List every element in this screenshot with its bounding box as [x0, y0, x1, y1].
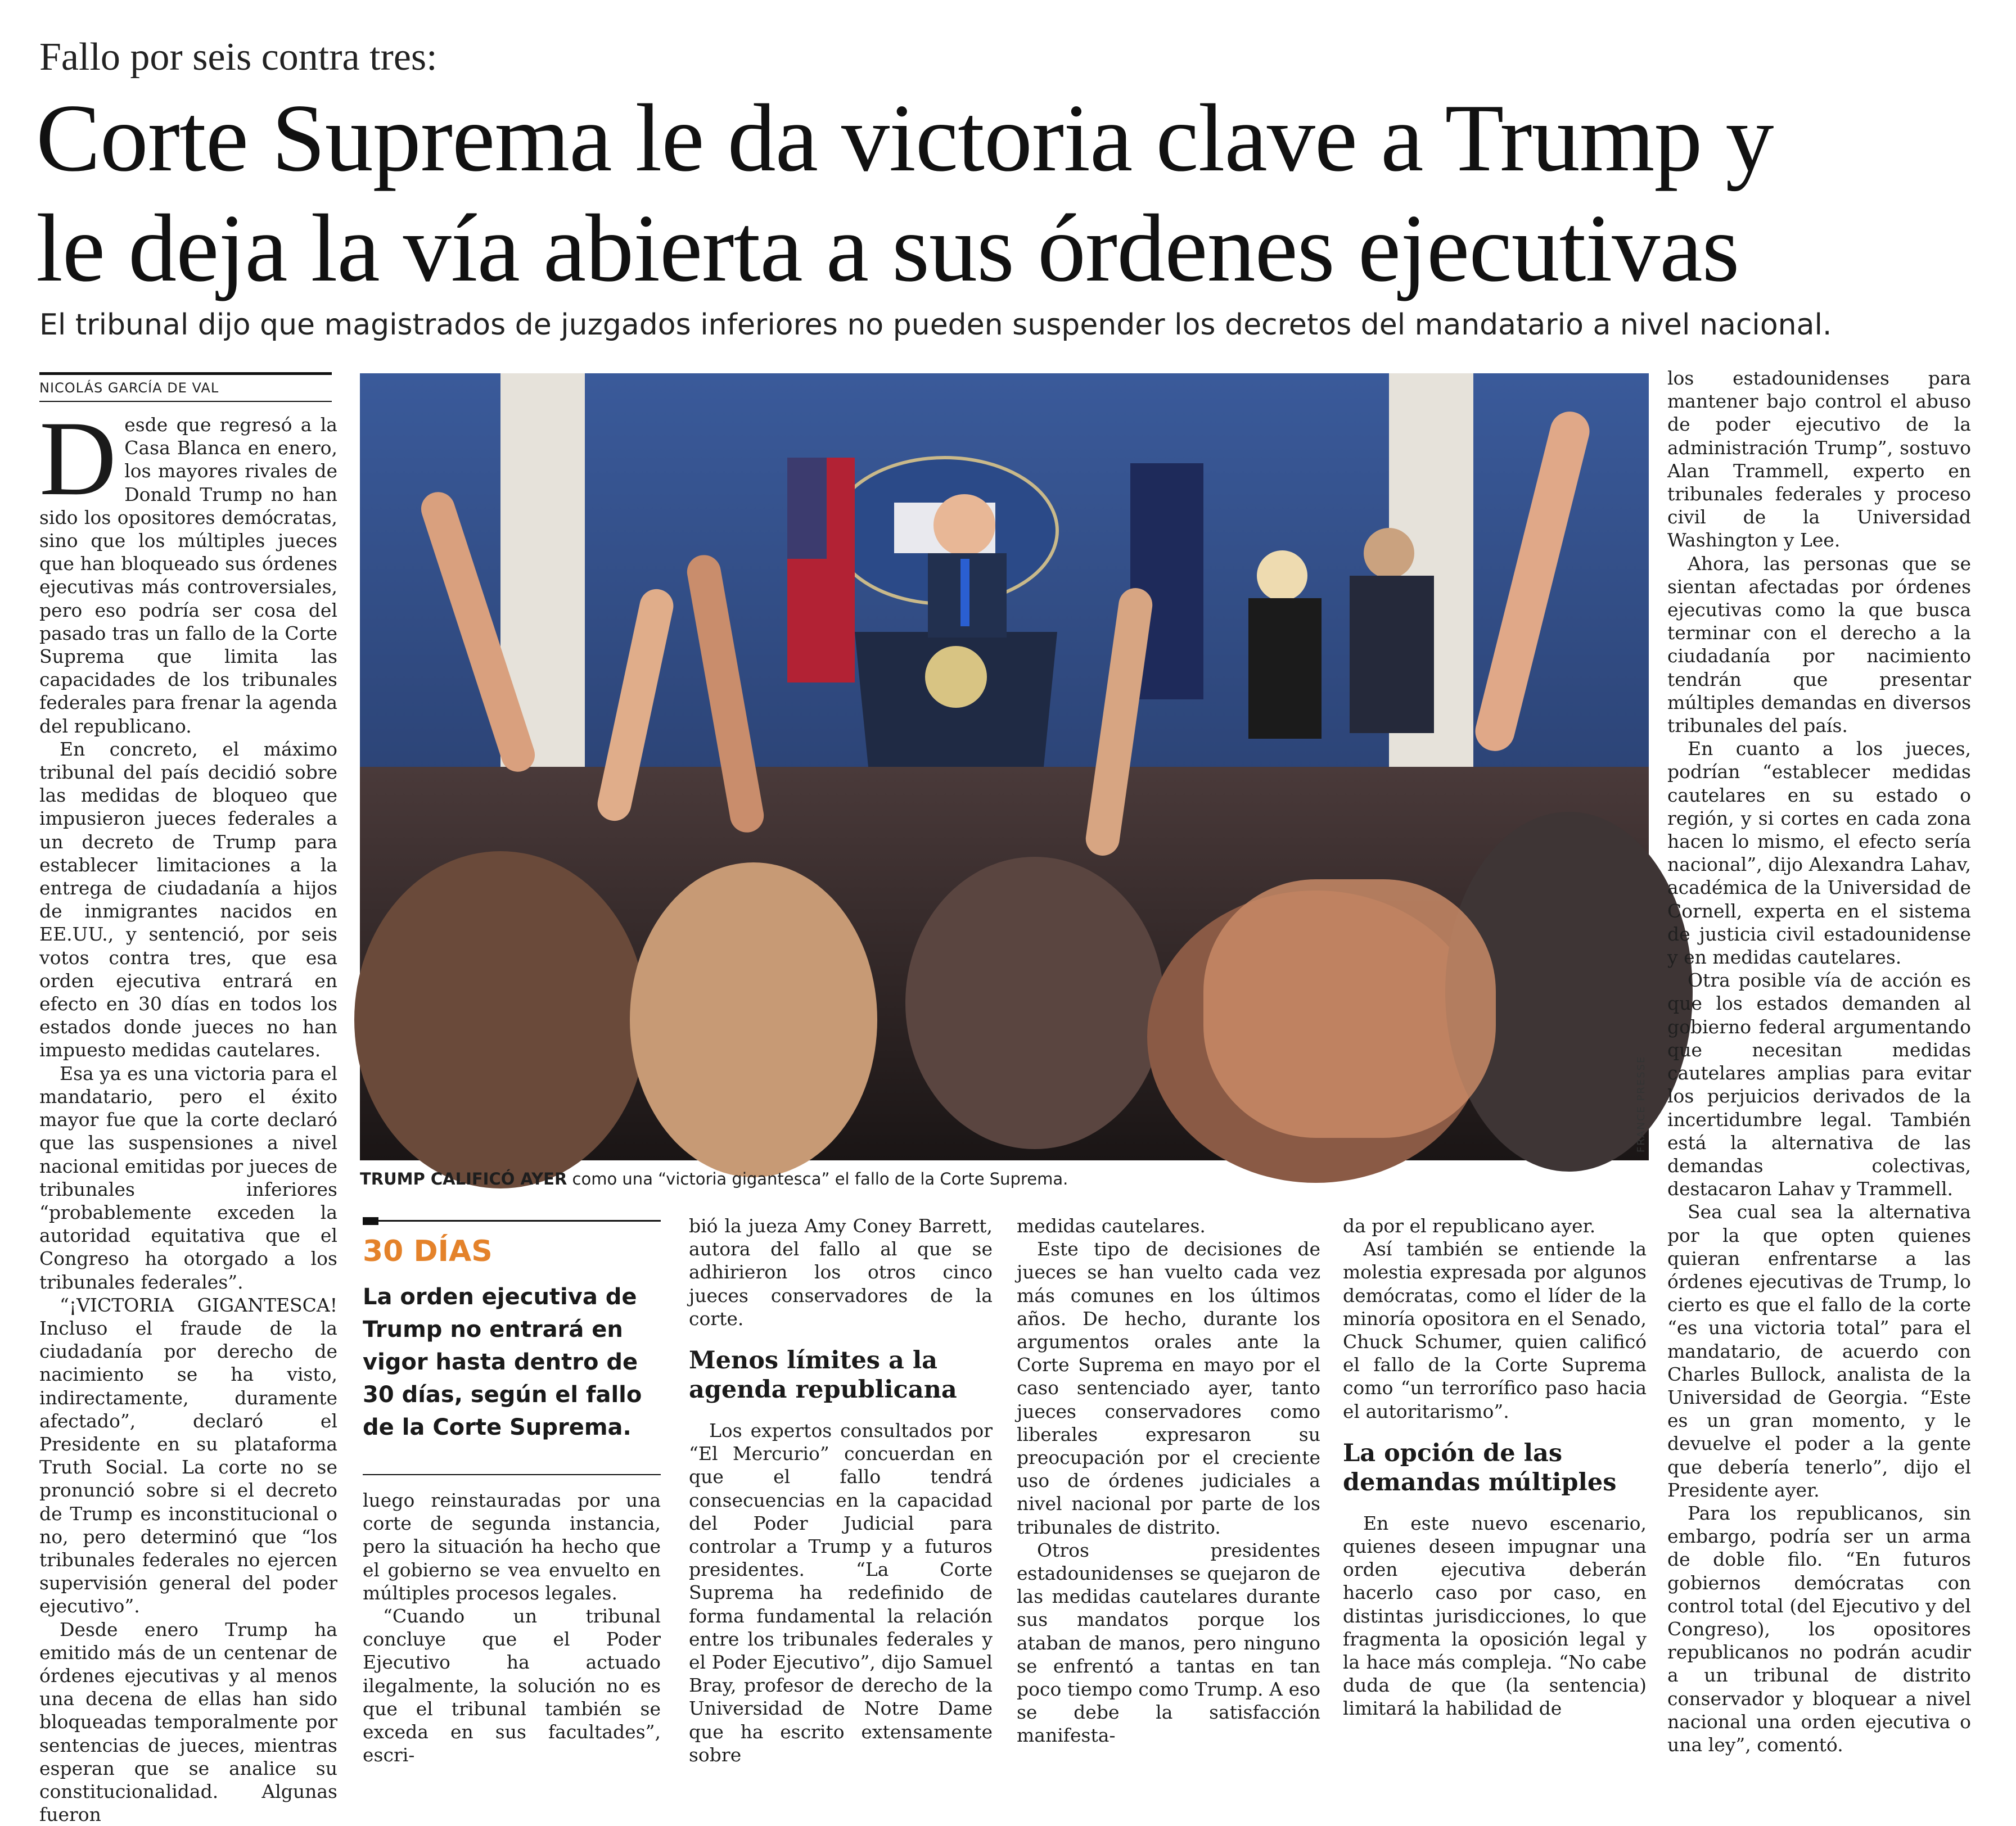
- paragraph: bió la jueza Amy Coney Barrett, autora del fallo al que se adhirieron los otros cinco jueces conservadores de la corte.: [689, 1215, 993, 1330]
- column-3: [689, 1214, 993, 1766]
- headline-line-2: le deja la vía abierta a sus órdenes ejecutivas: [36, 195, 1739, 302]
- paragraph: luego reinstauradas por una corte de segunda instancia, pero la situación ha hecho que el gobierno se vea envuelto en múltiples procesos legales.: [363, 1489, 661, 1604]
- paragraph: Otros presidentes estadounidenses se quejaron de las medidas cautelares durante sus mandatos porque los ataban de manos, pero ninguno se enfrentó a tantas en tan poco tiempo como Trump. A eso se debe la satisfacción manifesta-: [1017, 1539, 1320, 1747]
- paragraph: Desde que regresó a la Casa Blanca en enero, los mayores rivales de Donald Trump no han sido los opositores demócratas, sino que los múltiples jueces que han bloqueado sus órdenes ejecutivas más controversiales, pero eso podría ser cosa del pasado tras un fallo de la Corte Suprema que limita las capacidades de los tribunales federales para frenar la agenda del republicano.: [39, 400, 337, 737]
- kicker: Fallo por seis contra tres:: [39, 35, 438, 79]
- press-conference-photo: [360, 373, 1649, 1160]
- paragraph: Para los republicanos, sin embargo, podría ser un arma de doble filo. “En futuros gobiernos demócratas con control total (del Ejecutivo y del Congreso), los opositores republicanos no podrán acudir a un tribunal de distrito conservador y bloquear a nivel nacional una orden ejecutiva o una ley”, comentó.: [1667, 1502, 1971, 1756]
- sidebar-title: 30 DÍAS: [363, 1235, 493, 1268]
- paragraph: Desde enero Trump ha emitido más de un centenar de órdenes ejecutivas y al menos una decena de ellas han sido bloqueadas temporalmente por sentencias de jueces, mientras esperan que se analice su constitucionalidad. Algunas fueron: [39, 1618, 337, 1826]
- sidebar-marker: [363, 1217, 378, 1225]
- subhead-menos-limites: Menos límites a la agenda republicana: [689, 1346, 957, 1404]
- column-6: [1667, 367, 1971, 1756]
- paragraph: “¡VICTORIA GIGANTESCA! Incluso el fraude de la ciudadanía por derecho de nacimiento se ha visto, indirectamente, duramente afectado”, declaró el Presidente en su plataforma Truth Social. La corte no se pronunció sobre si el decreto de Trump es inconstitucional o no, pero determinó que “los tribunales federales no ejercen supervisión general del poder ejecutivo”.: [39, 1294, 337, 1617]
- column-5: [1343, 1214, 1647, 1720]
- column-1: [39, 400, 337, 1826]
- paragraph: Los expertos consultados por “El Mercurio” concuerdan en que el fallo tendrá consecuencias en la capacidad del Poder Judicial para controlar a Trump y a futuros presidentes. “La Corte Suprema ha redefinido de forma fundamental la relación entre los tribunales federales y el Poder Ejecutivo”, dijo Samuel Bray, profesor de derecho de la Universidad de Notre Dame que ha escrito extensamente sobre: [689, 1420, 993, 1766]
- paragraph: En concreto, el máximo tribunal del país decidió sobre las medidas de bloqueo que impusieron jueces federales a un decreto de Trump para establecer limitaciones a la entrega de ciudadanía a hijos de inmigrantes nacidos en EE.UU., y sentenció, por seis votos contra tres, que esa orden ejecutiva entrará en efecto en 30 días en todos los estados donde jueces no han impuesto medidas cautelares.: [39, 738, 337, 1061]
- paragraph: Sea cual sea la alternativa por la que opten quienes quieran enfrentarse a las órdenes ejecutivas de Trump, lo cierto es que el fallo de la corte “es una victoria total” para el mandatario, de acuerdo con Charles Bullock, analista de la Universidad de Georgia. “Este es un gran momento, y le devuelve el poder a la gente que debería tenerlo”, dijo el Presidente ayer.: [1667, 1201, 1971, 1501]
- byline-rule: [39, 372, 332, 375]
- caption-lead: TRUMP CALIFICÓ AYER: [360, 1169, 567, 1188]
- headline-line-1: Corte Suprema le da victoria clave a Trump y: [36, 85, 1774, 192]
- paragraph: medidas cautelares.: [1017, 1215, 1206, 1237]
- paragraph: “Cuando un tribunal concluye que el Poder Ejecutivo ha actuado ilegalmente, la solución no es que el tribunal también se exceda en sus facultades”, escri-: [363, 1605, 661, 1766]
- photo-credit: FRANCE PRESSE: [1635, 1055, 1647, 1152]
- paragraph: Este tipo de decisiones de jueces se han vuelto cada vez más comunes en los últimos años. De hecho, durante los argumentos orales ante la Corte Suprema en mayo por el caso sentenciado ayer, tanto jueces conservadores como liberales expresaron su preocupación por el creciente uso de órdenes judiciales a nivel nacional por parte de los tribunales de distrito.: [1017, 1238, 1320, 1538]
- paragraph: Ahora, las personas que se sientan afectadas por órdenes ejecutivas como la que busca terminar con el derecho a la ciudadanía por nacimiento tendrán que presentar múltiples demandas en diversos tribunales del país.: [1667, 552, 1971, 737]
- paragraph: En este nuevo escenario, quienes deseen impugnar una orden ejecutiva deberán hacerlo caso por caso, en distintas jurisdicciones, lo que fragmenta la oposición legal y la hace más compleja. “No cabe duda de que (la sentencia) limitará la habilidad de: [1343, 1512, 1647, 1720]
- byline: NICOLÁS GARCÍA DE VAL: [39, 380, 219, 396]
- column-2: [363, 1489, 661, 1766]
- paragraph: Esa ya es una victoria para el mandatario, pero el éxito mayor fue que la corte declaró que las suspensiones a nivel nacional emitidas por jueces de tribunales inferiores “probablemente exceden la autoridad equitativa que el Congreso ha otorgado a los tribunales federales”.: [39, 1062, 337, 1293]
- deck: El tribunal dijo que magistrados de juzgados inferiores no pueden suspender los decretos del mandatario a nivel nacional.: [39, 308, 1832, 342]
- subhead-demandas-multiples: La opción de las demandas múltiples: [1343, 1439, 1617, 1497]
- headline: [36, 83, 1987, 304]
- sidebar-text: La orden ejecutiva de Trump no entrará en vigor hasta dentro de 30 días, según el fallo de la Corte Suprema.: [363, 1284, 642, 1440]
- caption-text: como una “victoria gigantesca” el fallo de la Corte Suprema.: [567, 1169, 1068, 1188]
- photo-illustration: [360, 373, 1649, 1160]
- sidebar-bottom-rule: [363, 1474, 661, 1475]
- column-4: [1017, 1214, 1320, 1747]
- paragraph: En cuanto a los jueces, podrían “establecer medidas cautelares en su estado o región, y si cortes en cada zona hacen lo mismo, el efecto sería nacional”, dijo Alexandra Lahav, académica de la Universidad de Cornell, experta en el sistema de justicia civil estadounidense y en medidas cautelares.: [1667, 738, 1971, 969]
- sidebar-rule: [363, 1220, 661, 1222]
- photo-caption: [360, 1169, 1649, 1188]
- paragraph: Otra posible vía de acción es que los estados demanden al gobierno federal argumentando que necesitan medidas cautelares amplias para evitar los perjuicios derivados de la incertidumbre legal. También está la alternativa de las demandas colectivas, destacaron Lahav y Trammell.: [1667, 969, 1971, 1200]
- paragraph: los estadounidenses para mantener bajo control el abuso de poder ejecutivo de la administración Trump”, sostuvo Alan Trammell, experto en tribunales federales y proceso civil de la Universidad Washington y Lee.: [1667, 367, 1971, 552]
- paragraph: da por el republicano ayer.: [1343, 1215, 1596, 1237]
- paragraph: Así también se entiende la molestia expresada por algunos demócratas, como el líder de la minoría opositora en el Senado, Chuck Schumer, quien calificó el fallo de la Corte Suprema como “un terrorífico paso hacia el autoritarismo”.: [1343, 1238, 1647, 1422]
